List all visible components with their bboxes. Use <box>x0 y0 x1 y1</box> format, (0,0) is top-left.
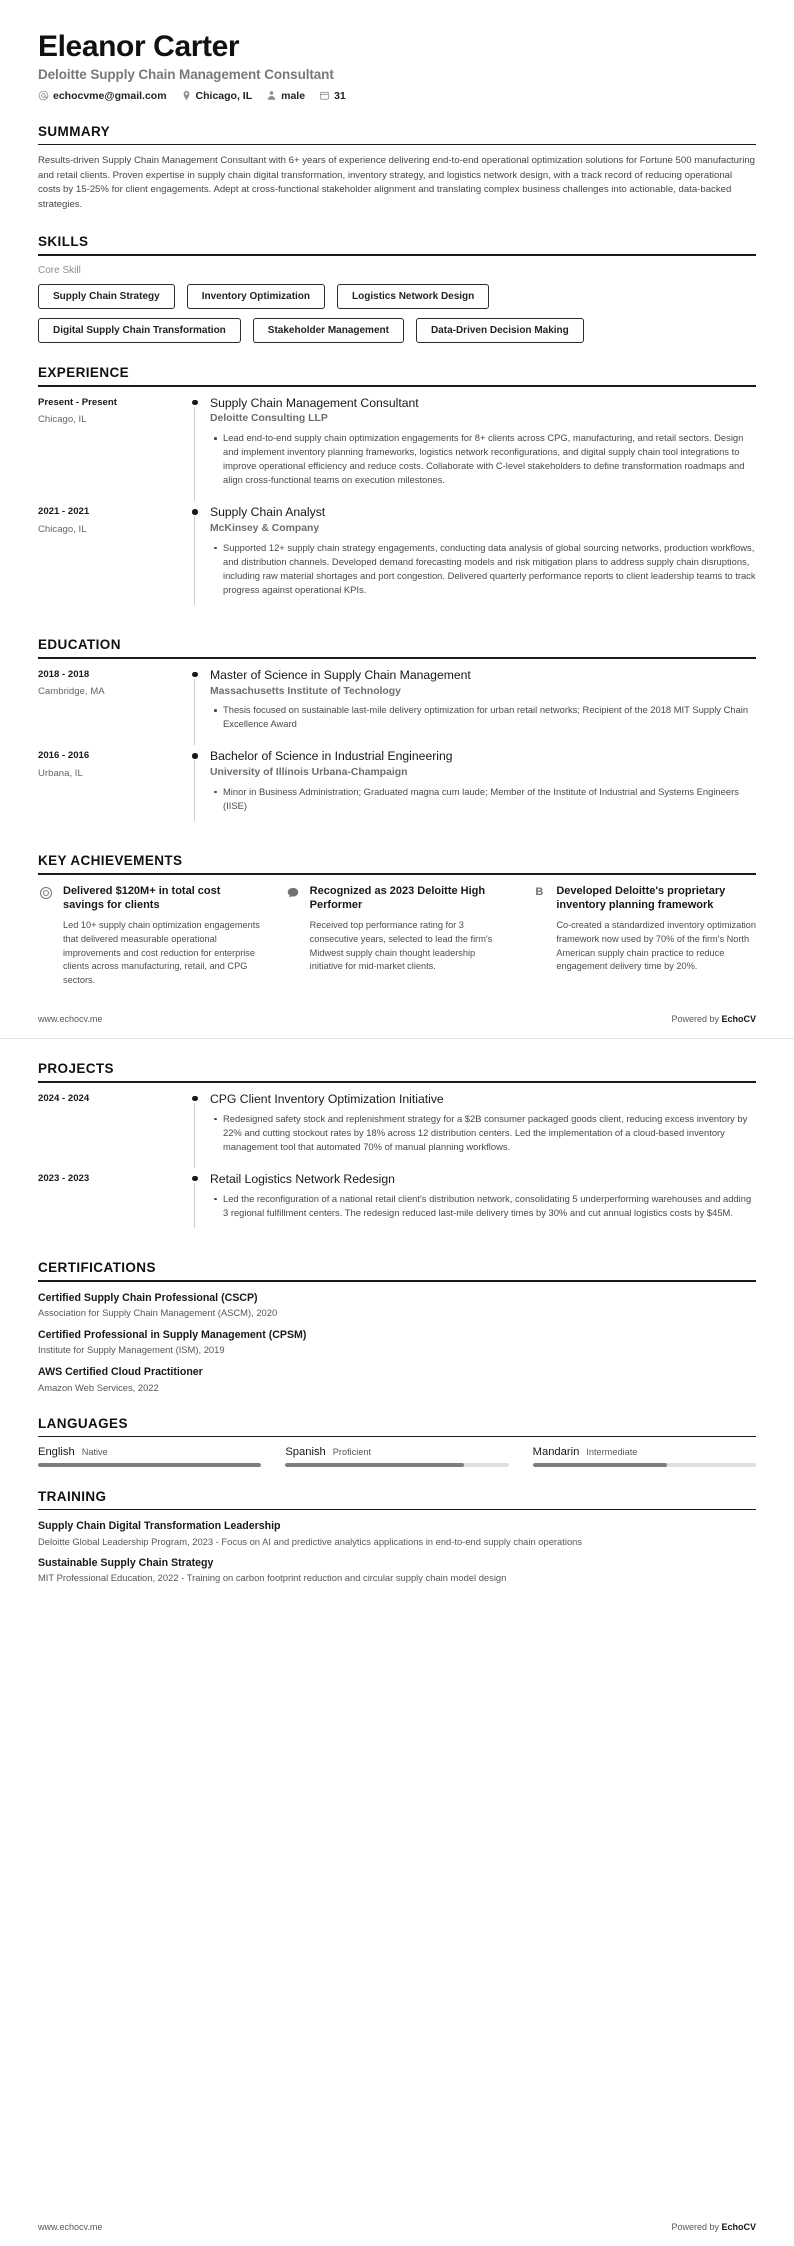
section-title-key-achievements: KEY ACHIEVEMENTS <box>38 853 183 868</box>
entry-degree: Bachelor of Science in Industrial Engineering <box>210 749 453 764</box>
resume-sheet <box>0 0 794 988</box>
skills-pill-row <box>38 318 756 343</box>
entry-meta <box>38 396 188 506</box>
skill-pill: Logistics Network Design <box>337 284 489 309</box>
skills-pill-row <box>38 284 756 309</box>
entry-date: 2024 - 2024 <box>38 1092 90 1104</box>
achievement-card <box>38 884 263 988</box>
training-meta: Deloitte Global Leadership Program, 2023 - Focus on AI and predictive analytics applications in end-to-end supply chain operations <box>38 1535 583 1547</box>
training-name: Sustainable Supply Chain Strategy <box>38 1556 214 1569</box>
language-level: Native <box>81 1447 108 1458</box>
achievement-body <box>63 884 263 988</box>
contact-gender-value: male <box>281 89 306 102</box>
entry-location: Chicago, IL <box>38 523 87 535</box>
entry-institution: Massachusetts Institute of Technology <box>210 685 401 697</box>
entry-date: Present - Present <box>38 396 117 408</box>
section-divider <box>38 385 756 387</box>
language-name: Spanish <box>285 1446 326 1459</box>
person-icon <box>266 90 277 101</box>
language-proficiency-bar <box>285 1463 508 1466</box>
professional-headline: Deloitte Supply Chain Management Consultant <box>38 66 334 82</box>
entry-date: 2018 - 2018 <box>38 668 90 680</box>
section-training <box>38 1489 756 1585</box>
bullet-item: Minor in Business Administration; Graduated magna cum laude; Member of the Institute of Industrial and Systems Engineers (IISE) <box>223 785 756 813</box>
certification-meta: Amazon Web Services, 2022 <box>38 1381 159 1393</box>
entry-organization: McKinsey & Company <box>210 523 320 535</box>
language-name: English <box>38 1446 75 1459</box>
training-meta: MIT Professional Education, 2022 - Training on carbon footprint reduction and circular supply chain model design <box>38 1572 507 1584</box>
entry-date: 2021 - 2021 <box>38 506 90 518</box>
achievement-text: Co-created a standardized inventory optimization framework now used by 70% of the firm's North American supply chain practice to reduce engagement delivery time by 20%. <box>556 920 757 972</box>
entry-bullets <box>210 1192 756 1220</box>
experience-entry <box>38 505 756 615</box>
entry-meta <box>38 749 188 831</box>
training-item <box>38 1519 756 1547</box>
achievement-body <box>556 884 756 988</box>
section-title-projects: PROJECTS <box>38 1061 114 1077</box>
language-level: Proficient <box>332 1447 372 1458</box>
entry-degree: Master of Science in Supply Chain Management <box>210 667 471 682</box>
certification-item <box>38 1365 756 1393</box>
bullet-item: Lead end-to-end supply chain optimization engagements for 8+ clients across CPG, manufacturing, and retail sectors. Design and implement inventory planning frameworks, logistics network reconfigurations, and digital supply chain tool integrations to improve operational efficiency and reduce costs. Collaborate with C-level stakeholders to define transformation roadmaps and align cross-functional teams on execution milestones. <box>223 431 756 487</box>
section-skills <box>38 234 756 343</box>
project-entry <box>38 1092 756 1172</box>
section-title-experience: EXPERIENCE <box>38 365 130 380</box>
entry-organization: Deloitte Consulting LLP <box>210 413 328 425</box>
footer-brand <box>671 2222 756 2232</box>
entry-date: 2016 - 2016 <box>38 750 90 762</box>
footer-brand-name: EchoCV <box>721 1014 756 1025</box>
entry-role: Supply Chain Management Consultant <box>210 395 419 410</box>
skills-group-label: Core Skill <box>38 265 81 276</box>
contact-location <box>181 90 253 102</box>
footer-website[interactable]: www.echocv.me <box>38 1014 103 1025</box>
email-icon <box>38 90 49 101</box>
entry-body <box>208 396 756 506</box>
entry-location: Chicago, IL <box>38 414 87 426</box>
entry-bullets <box>210 1112 756 1154</box>
calendar-icon <box>319 90 330 101</box>
entry-location: Cambridge, MA <box>38 686 105 698</box>
skill-pill: Digital Supply Chain Transformation <box>38 318 241 343</box>
page-footer <box>0 2222 794 2232</box>
page-title: Eleanor Carter <box>38 30 240 63</box>
language-item <box>285 1446 508 1466</box>
language-head <box>38 1446 261 1458</box>
section-languages <box>38 1416 756 1467</box>
achievements-grid <box>38 884 756 988</box>
section-title-summary: SUMMARY <box>38 123 111 139</box>
entry-meta <box>38 505 188 615</box>
language-proficiency-fill <box>285 1463 464 1466</box>
language-proficiency-fill <box>533 1463 667 1466</box>
project-title: Retail Logistics Network Redesign <box>210 1171 395 1186</box>
entry-body <box>208 668 756 750</box>
timeline-marker <box>188 1172 208 1238</box>
footer-brand-name: EchoCV <box>721 2222 756 2232</box>
contact-email[interactable] <box>38 90 167 102</box>
entry-location: Urbana, IL <box>38 767 83 779</box>
language-name: Mandarin <box>532 1446 580 1459</box>
entry-bullets <box>210 703 756 731</box>
section-key-achievements <box>38 853 756 988</box>
language-proficiency-bar <box>38 1463 261 1466</box>
contact-row <box>38 90 756 102</box>
training-item <box>38 1556 756 1584</box>
achievement-card <box>285 884 510 988</box>
language-item <box>38 1446 261 1466</box>
entry-body <box>208 1092 756 1172</box>
footer-website[interactable]: www.echocv.me <box>38 2222 103 2232</box>
entry-role: Supply Chain Analyst <box>210 505 326 520</box>
contact-email-value: echocvme@gmail.com <box>53 89 167 102</box>
contact-location-value: Chicago, IL <box>195 89 253 102</box>
achievement-title: Delivered $120M+ in total cost savings for clients <box>63 884 221 912</box>
footer-powered-prefix: Powered by <box>671 1014 722 1025</box>
section-divider <box>38 1509 756 1511</box>
footer-brand <box>671 1014 756 1024</box>
certification-name: Certified Supply Chain Professional (CSCP) <box>38 1291 258 1304</box>
contact-age <box>319 90 346 102</box>
bullet-item: Thesis focused on sustainable last-mile delivery optimization for urban retail networks; Recipient of the 2018 MIT Supply Chain Excellence Award <box>223 703 756 731</box>
timeline-marker <box>188 505 208 615</box>
target-icon <box>38 884 54 902</box>
entry-date: 2023 - 2023 <box>38 1172 90 1184</box>
section-title-skills: SKILLS <box>38 234 89 250</box>
section-divider <box>38 1436 756 1438</box>
achievement-title: Recognized as 2023 Deloitte High Performer <box>309 884 486 912</box>
language-head <box>533 1446 756 1458</box>
language-proficiency-bar <box>533 1463 756 1466</box>
section-education <box>38 637 756 831</box>
project-entry <box>38 1172 756 1238</box>
chat-bubble-icon <box>285 884 301 902</box>
bullet-item: Led the reconfiguration of a national retail client's distribution network, consolidating 5 underperforming warehouses and adding 3 regional fulfillment centers. The redesign reduced last-mile delivery times by 30% and cut annual logistics costs by $45M. <box>223 1192 756 1220</box>
entry-bullets <box>210 431 756 487</box>
section-title-training: TRAINING <box>38 1488 107 1504</box>
section-divider <box>38 1081 756 1083</box>
skill-pill: Stakeholder Management <box>253 318 404 343</box>
certification-name: AWS Certified Cloud Practitioner <box>38 1366 203 1379</box>
certification-item <box>38 1291 756 1319</box>
entry-bullets <box>210 785 756 813</box>
section-title-certifications: CERTIFICATIONS <box>38 1259 156 1275</box>
entry-body <box>208 1172 756 1238</box>
achievement-text: Received top performance rating for 3 consecutive years, selected to lead the firm's Midwest supply chain thought leadership initiative for mid-market clients. <box>309 920 493 972</box>
language-head <box>285 1446 508 1458</box>
language-proficiency-fill <box>38 1463 261 1466</box>
skill-pill: Data-Driven Decision Making <box>416 318 584 343</box>
training-name: Supply Chain Digital Transformation Leadership <box>38 1520 281 1533</box>
certification-meta: Association for Supply Chain Management (ASCM), 2020 <box>38 1306 278 1318</box>
page-two-footer-wrap <box>0 2222 794 2232</box>
page-footer <box>0 1014 794 1024</box>
entry-body <box>208 749 756 831</box>
certification-item <box>38 1328 756 1356</box>
section-experience <box>38 365 756 615</box>
section-divider <box>38 144 756 146</box>
section-title-languages: LANGUAGES <box>38 1415 128 1431</box>
entry-institution: University of Illinois Urbana-Champaign <box>210 767 408 779</box>
timeline-marker <box>188 396 208 506</box>
letter-b-icon: B <box>535 885 544 898</box>
certification-meta: Institute for Supply Management (ISM), 2019 <box>38 1344 225 1356</box>
education-entry <box>38 749 756 831</box>
page-one-footer-wrap <box>0 1014 794 1039</box>
summary-text: Results-driven Supply Chain Management Consultant with 6+ years of experience delivering end-to-end operational optimization solutions for Fortune 500 manufacturing and retail clients. Proven expertise in supply chain digital transformation, inventory strategy, and logistics network design, with a track record of reducing operational costs by 15-25% for client engagements. Adept at cross-functional stakeholder alignment and translating complex business challenges into actionable, data-backed strategies. <box>38 155 756 210</box>
education-entry <box>38 668 756 750</box>
section-projects <box>38 1061 756 1238</box>
experience-entry <box>38 396 756 506</box>
section-title-education: EDUCATION <box>38 637 121 653</box>
entry-body <box>208 505 756 615</box>
project-title: CPG Client Inventory Optimization Initiative <box>210 1091 444 1106</box>
achievement-card <box>531 884 756 988</box>
languages-grid <box>38 1446 756 1466</box>
timeline-marker <box>188 749 208 831</box>
bullet-item: Redesigned safety stock and replenishment strategy for a $2B consumer packaged goods client, reducing excess inventory by 22% and cutting stockout rates by 18% across 12 distribution centers. Led the implementation of a cloud-based inventory management tool that automated 70% of manual planning workflows. <box>223 1112 756 1154</box>
bullet-item: Supported 12+ supply chain strategy engagements, conducting data analysis of global sourcing networks, production workflows, and distribution channels. Developed demand forecasting models and risk mitigation plans to address supply chain disruptions, including raw material shortages and port congestion. Delivered quarterly performance reports to client leadership teams to track progress against operational KPIs. <box>223 541 756 597</box>
entry-bullets <box>210 541 756 597</box>
location-pin-icon <box>181 90 192 101</box>
timeline-marker <box>188 1092 208 1172</box>
skill-pill: Supply Chain Strategy <box>38 284 175 309</box>
section-divider <box>38 657 756 659</box>
skill-pill: Inventory Optimization <box>187 284 325 309</box>
resume-sheet-continued <box>0 1039 794 1584</box>
section-certifications <box>38 1260 756 1394</box>
section-divider <box>38 254 756 256</box>
section-divider <box>38 1280 756 1282</box>
entry-meta <box>38 1172 188 1238</box>
achievement-text: Led 10+ supply chain optimization engagements that delivered measurable operational improvements and cost reduction for enterprise clients across manufacturing, retail, and CPG sectors. <box>63 920 260 986</box>
section-summary <box>38 124 756 213</box>
timeline-marker <box>188 668 208 750</box>
section-divider <box>38 873 756 875</box>
footer-powered-prefix: Powered by <box>671 2222 722 2232</box>
achievement-body <box>310 884 510 988</box>
certification-name: Certified Professional in Supply Management (CPSM) <box>38 1328 307 1341</box>
entry-meta <box>38 668 188 750</box>
contact-age-value: 31 <box>334 89 346 102</box>
language-item <box>533 1446 756 1466</box>
contact-gender <box>266 90 305 102</box>
entry-meta <box>38 1092 188 1172</box>
achievement-title: Developed Deloitte's proprietary inventory planning framework <box>556 884 726 912</box>
language-level: Intermediate <box>586 1447 638 1458</box>
resume-header <box>38 30 756 102</box>
